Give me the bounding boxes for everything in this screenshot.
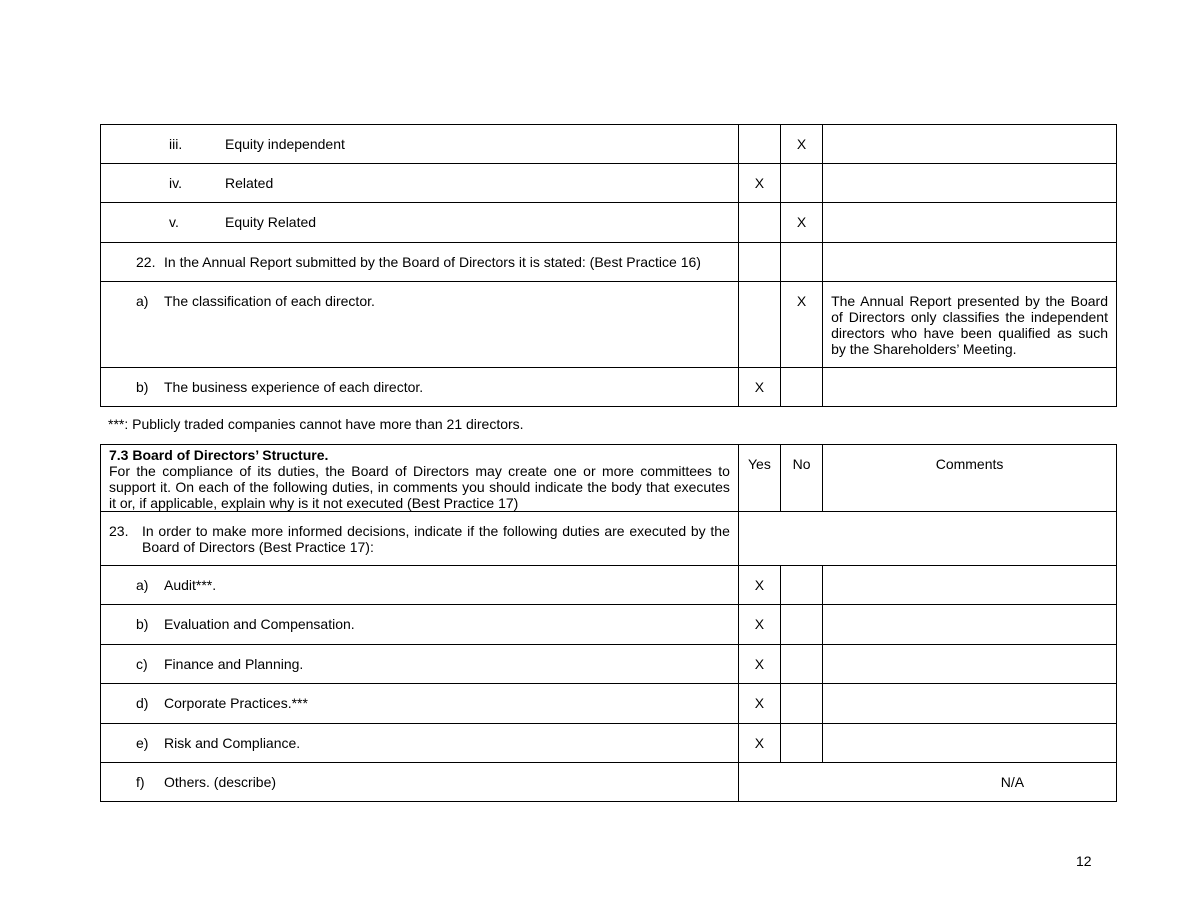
table-row: [101, 605, 1117, 645]
others-row: [101, 763, 1117, 802]
item-number: v.: [169, 214, 179, 230]
no-mark: [781, 368, 822, 379]
table-row: [101, 684, 1117, 724]
item-text: Finance and Planning.: [164, 656, 304, 672]
others-value: N/A: [1000, 774, 1025, 790]
no-mark: [781, 724, 822, 735]
comment-cell: [823, 724, 1117, 763]
no-mark: X: [796, 214, 807, 230]
table-row: [101, 645, 1117, 684]
header-row: [101, 445, 1117, 512]
no-mark: [781, 684, 822, 695]
comment-cell: [823, 164, 1117, 203]
comment-cell: [823, 566, 1117, 605]
question-23-row: [101, 512, 1117, 566]
item-text: Corporate Practices.***: [164, 695, 308, 711]
question-number: 22.: [136, 254, 156, 270]
item-text: Others. (describe): [164, 774, 277, 790]
comment-cell: [823, 368, 1117, 407]
no-mark: [781, 645, 822, 656]
board-structure-table: [100, 444, 1117, 802]
yes-mark: [739, 125, 780, 136]
question-text: In the Annual Report submitted by the Board of Directors it is stated: (Best Practice 16): [164, 254, 701, 270]
yes-mark: X: [754, 379, 765, 395]
yes-mark: X: [754, 175, 765, 191]
no-mark: X: [796, 293, 807, 309]
table-row: [101, 566, 1117, 605]
no-mark: [781, 605, 822, 616]
table-row: [101, 282, 1117, 368]
comment-cell: [823, 203, 1117, 243]
item-letter: e): [136, 735, 149, 751]
table-row: [101, 125, 1117, 164]
table-row: [101, 724, 1117, 763]
directors-classification-table: [100, 124, 1117, 407]
comment-cell: [823, 605, 1117, 645]
table-row: [101, 368, 1117, 407]
item-text: Equity independent: [225, 136, 345, 152]
item-text: The business experience of each director.: [164, 379, 424, 395]
yes-mark: X: [754, 577, 765, 593]
section-title: 7.3 Board of Directors’ Structure.: [109, 447, 329, 463]
no-column-header: No: [792, 456, 811, 472]
no-mark: [781, 164, 822, 175]
item-letter: f): [136, 774, 145, 790]
item-letter: b): [136, 379, 149, 395]
yes-column-header: Yes: [748, 456, 771, 472]
footnote: ***: Publicly traded companies cannot have more than 21 directors.: [108, 416, 524, 432]
item-text: Risk and Compliance.: [164, 735, 301, 751]
comment-cell: [823, 645, 1117, 684]
question-text: In order to make more informed decisions, indicate if the following duties are executed by the Board of Directors (Best Practice 17):: [142, 523, 730, 555]
question-22-row: [101, 243, 1117, 282]
item-letter: d): [136, 695, 149, 711]
yes-mark: [739, 282, 780, 293]
item-text: Equity Related: [225, 214, 317, 230]
yes-mark: X: [754, 616, 765, 632]
yes-mark: [739, 203, 780, 214]
comment-cell: [823, 125, 1117, 164]
yes-mark: X: [754, 656, 765, 672]
page-number: 12: [1076, 853, 1092, 869]
item-letter: c): [136, 656, 148, 672]
item-letter: a): [136, 293, 149, 309]
table-row: [101, 203, 1117, 243]
section-description: For the compliance of its duties, the Board of Directors may create one or more committees to support it. On each of the following duties, in comments you should indicate the body that executes it or, if applicable, explain why is it not executed (Best Practice 17): [109, 463, 730, 511]
yes-mark: X: [754, 735, 765, 751]
item-number: iv.: [169, 175, 182, 191]
comment-cell: [823, 684, 1117, 724]
item-letter: b): [136, 616, 149, 632]
item-text: Audit***.: [164, 577, 217, 593]
item-letter: a): [136, 577, 149, 593]
item-text: The classification of each director.: [164, 293, 375, 309]
comments-column-header: Comments: [935, 456, 1004, 472]
comment-text: The Annual Report presented by the Board of Directors only classifies the independent directors who have been qualified as such by the Shareholders’ Meeting.: [831, 293, 1108, 357]
question-number: 23.: [109, 523, 129, 539]
item-text: Related: [225, 175, 274, 191]
no-mark: [781, 566, 822, 577]
no-mark: X: [796, 136, 807, 152]
item-text: Evaluation and Compensation.: [164, 616, 355, 632]
table-row: [101, 164, 1117, 203]
item-number: iii.: [169, 136, 183, 152]
yes-mark: X: [754, 695, 765, 711]
